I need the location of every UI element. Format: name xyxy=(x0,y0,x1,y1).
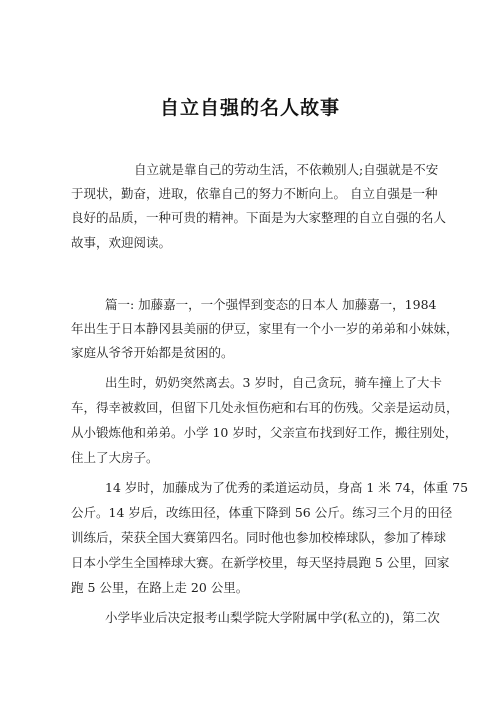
paragraph-line: 训练后，荣获全国大赛第四名。同时他也参加校棒球队，参加了棒球 xyxy=(71,530,447,545)
paragraph-line: 故事，欢迎阅读。 xyxy=(71,235,172,250)
paragraph-line: 出生时，奶奶突然离去。3 岁时，自己贪玩，骑车撞上了大卡 xyxy=(105,375,442,390)
paragraph-line: 年出生于日本静冈县美丽的伊豆，家里有一个小一岁的弟弟和小妹妹， xyxy=(71,321,459,336)
paragraph-line: 公斤。14 岁后，改练田径，体重下降到 56 公斤。练习三个月的田径 xyxy=(71,505,453,520)
paragraph-line: 14 岁时，加藤成为了优秀的柔道运动员，身高 1 米 74，体重 75 xyxy=(105,480,469,495)
page-title: 自立自强的名人故事 xyxy=(159,97,340,119)
paragraph-line: 小学毕业后决定报考山梨学院大学附属中学(私立的)，第二次 xyxy=(105,610,440,625)
paragraph-line: 车，得幸被救回，但留下几处永恒伤疤和右耳的伤残。父亲是运动员， xyxy=(71,400,459,415)
paragraph-line: 篇一: 加藤嘉一，一个强悍到变态的日本人 加藤嘉一，1984 xyxy=(105,297,437,312)
paragraph-line: 日本小学生全国棒球大赛。在新学校里，每天坚持晨跑 5 公里，回家 xyxy=(71,555,450,570)
paragraph-line: 住上了大房子。 xyxy=(71,450,159,465)
paragraph-line: 于现状，勤奋，进取，依靠自己的努力不断向上。 自立自强是一种 xyxy=(71,186,438,201)
paragraph-line: 从小锻炼他和弟弟。小学 10 岁时，父亲宣布找到好工作，搬往别处， xyxy=(71,425,458,440)
paragraph-line: 良好的品质，一种可贵的精神。下面是为大家整理的自立自强的名人 xyxy=(71,210,447,225)
paragraph-line: 跑 5 公里，在路上走 20 公里。 xyxy=(71,580,249,595)
paragraph-line: 家庭从爷爷开始都是贫困的。 xyxy=(71,345,234,360)
paragraph-line: 自立就是靠自己的劳动生活，不依赖别人;自强就是不安 xyxy=(134,162,439,177)
